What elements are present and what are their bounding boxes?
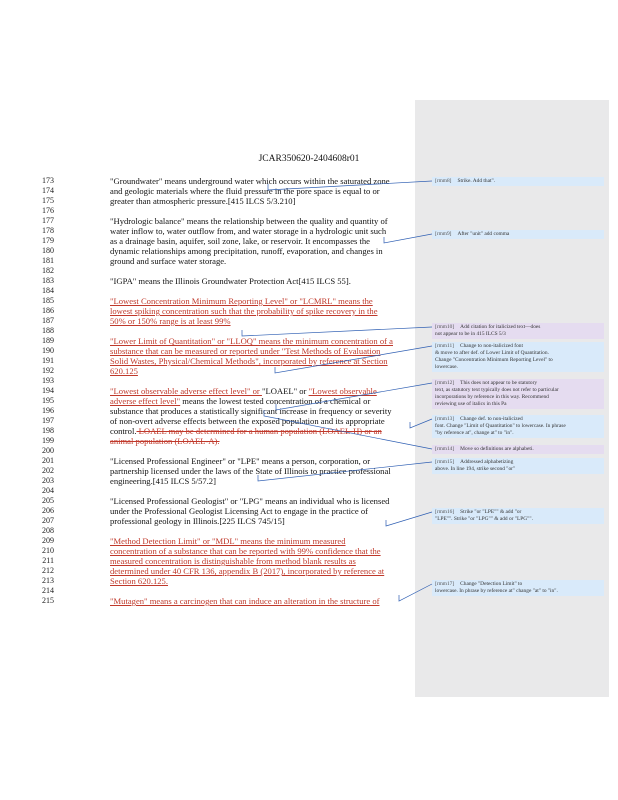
text-run: engineering.[415 ILCS 5/57.2] [110,476,216,486]
comment-box[interactable] [432,445,604,454]
body-line [110,396,370,406]
comment-line [435,357,601,364]
comment-text: Move so definitions are alphabeti. [460,446,534,452]
line-number: 189 [42,336,54,345]
line-number: 173 [42,176,54,185]
inserted-text: 620.125 [110,366,138,376]
line-number: 188 [42,326,54,335]
comment-text: font. Change "Limit of Quantitation" to lowercase. In phrase [435,423,566,429]
comment-line [435,364,601,371]
text-run: under the Professional Geologist Licensing Act to engage in the practice of [110,506,368,516]
text-run: "Licensed Professional Geologist" or "LPG" means an individual who is licensed [110,496,390,506]
body-line [110,466,391,476]
inserted-text: "Lower Limit of Quantitation" or "LLOQ" means the minimum concentration of a [110,336,393,346]
comment-text: text, as statutory text typically does not refer to particular [435,387,559,393]
comment-tag: [rmm12] [435,380,455,386]
comment-line [435,350,601,357]
inserted-text: "Mutagen" means a carcinogen that can induce an alteration in the structure of [110,596,380,606]
body-line [110,216,388,226]
comment-tag: [rmm13] [435,416,455,422]
body-line [110,576,168,586]
text-run: "IGPA" means the Illinois Groundwater Protection Act[415 ILCS 55]. [110,276,351,286]
line-number: 181 [42,256,54,265]
comment-text: reviewing use of italics in this Pa [435,401,507,407]
body-line [110,556,356,566]
body-line [110,496,389,506]
body-line [110,186,380,196]
body-line [110,256,226,266]
comment-text: After "unit" add comma [457,231,510,237]
comment-text: & move to after def. of Lower Limit of Quantitation. [435,350,549,356]
line-number: 211 [42,556,54,565]
text-run: greater than atmospheric pressure.[415 ILCS 5/3.210] [110,196,296,206]
body-line [110,336,393,346]
line-number: 210 [42,546,54,555]
comment-tag: [rmm15] [435,459,455,465]
inserted-text: "Method Detection Limit" or "MDL" means the minimum measured [110,536,346,546]
text-run: "Groundwater" means underground water which occurs within the saturated zone [110,176,390,186]
body-line [110,236,370,246]
body-line [110,456,370,466]
comment-box[interactable] [432,458,604,474]
comment-text: Strike "or "LPE"" & add "or [460,509,522,515]
line-number: 198 [42,426,54,435]
comment-line [435,423,601,430]
text-run: substance that produces a statistically significant increase in frequency or severity [110,406,392,416]
comment-text: above. In line 194, strike second "or" [435,466,516,472]
deleted-text: animal population (LOAEL-A). [110,436,220,446]
line-number: 215 [42,596,54,605]
comment-tag: [rmm17] [435,581,455,587]
comment-line [435,401,601,408]
comment-text: Strike. Add that". [457,178,496,184]
body-line [110,306,378,316]
comment-text: This does not appear to be statutory [460,380,538,386]
text-run: water inflow to, water outflow from, and water storage in a hydrologic unit such [110,226,387,236]
inserted-text: concentration of a substance that can be reported with 99% confidence that the [110,546,381,556]
body-line [110,436,220,446]
line-number: 180 [42,246,54,255]
body-line [110,406,392,416]
comment-line [435,231,601,238]
comment-text: lowercase. [435,364,458,370]
comment-text: lowercase. In phrase by reference at" change "at" to "in". [435,588,558,594]
comment-line [435,331,601,338]
comment-text: Change "Concentration Minimum Reporting Level" to [435,357,553,363]
comment-line [435,466,601,473]
line-number: 193 [42,376,54,385]
comment-line [435,459,601,466]
line-number: 202 [42,466,54,475]
comment-text: "LPE"". Strike "or "LPG"" & add or "LPG"". [435,516,533,522]
line-number: 176 [42,206,54,215]
line-number: 213 [42,576,54,585]
text-run: of non-overt adverse effects between the exposed population and its appropriate [110,416,385,426]
line-number: 175 [42,196,54,205]
line-number: 195 [42,396,54,405]
body-line [110,316,231,326]
line-number: 178 [42,226,54,235]
comment-tag: [rmm11] [435,343,454,349]
line-number: 196 [42,406,54,415]
line-number: 184 [42,286,54,295]
line-number: 212 [42,566,54,575]
comment-line [435,446,601,453]
comment-box[interactable] [432,415,604,438]
line-number: 203 [42,476,54,485]
line-number: 179 [42,236,54,245]
comment-line [435,394,601,401]
line-number: 201 [42,456,54,465]
comment-line [435,416,601,423]
deleted-text: LOAEL may be determined for a human population (LOAEL-H) or an [136,426,382,436]
line-number: 207 [42,516,54,525]
text-run: professional geology in Illinois.[225 ILCS 745/15] [110,516,285,526]
text-run: dynamic relationships among precipitation, runoff, evaporation, and changes in [110,246,383,256]
body-line [110,516,285,526]
body-line [110,426,382,436]
comment-box[interactable] [432,342,604,372]
line-number: 182 [42,266,54,275]
line-number: 186 [42,306,54,315]
line-number: 187 [42,316,54,325]
text-run: and geologic materials where the fluid pressure in the pore space is equal to or [110,186,380,196]
comment-text: incorporations by reference in this way. Recommend [435,394,549,400]
text-run: means the lowest tested concentration of a chemical or [180,396,371,406]
body-line [110,346,380,356]
inserted-text: "Lowest observable adverse effect level" or [110,386,262,396]
comment-line [435,588,601,595]
comment-box[interactable] [432,323,604,339]
comment-tag: [rmm10] [435,324,455,330]
line-number: 174 [42,186,54,195]
line-number: 177 [42,216,54,225]
line-number: 183 [42,276,54,285]
comment-line [435,509,601,516]
body-line [110,246,383,256]
body-line [110,416,385,426]
line-number: 190 [42,346,54,355]
line-number: 214 [42,586,54,595]
comment-tag: [rmm16] [435,509,455,515]
line-number: 199 [42,436,54,445]
comment-tag: [rmm9] [435,231,452,237]
text-run: partnership licensed under the laws of the State of Illinois to practice professional [110,466,391,476]
inserted-text: Section 620.125. [110,576,169,586]
body-line [110,196,295,206]
comment-tag: [rmm14] [435,446,455,452]
comment-text: Add citation for italicized text—does [460,324,541,330]
inserted-text: "Lowest observable [308,386,377,396]
body-line [110,366,138,376]
comment-box[interactable] [432,230,604,239]
inserted-text: adverse effect level" [110,396,181,406]
body-line [110,176,390,186]
line-number: 185 [42,296,54,305]
body-line [110,546,381,556]
comment-tag: [rmm8] [435,178,452,184]
line-number: 204 [42,486,54,495]
inserted-text: substance that can be measured or reported under "Test Methods of Evaluation [110,346,381,356]
comment-text: "by reference at", change at" to "in". [435,430,514,436]
line-number: 208 [42,526,54,535]
text-run: control. [110,426,137,436]
line-number: 194 [42,386,54,395]
comment-text: Addressed alphabetizing [460,459,514,465]
line-number: 206 [42,506,54,515]
text-run: "LOAEL" or [261,386,309,396]
body-line [110,566,384,576]
comment-line [435,324,601,331]
inserted-text: lowest spiking concentration such that the probability of spike recovery in the [110,306,378,316]
comment-text: Change def. to non-italicized [460,416,523,422]
body-line [110,296,373,306]
text-run: as a drainage basin, aquifer, soil zone, lake, or reservoir. It encompasses the [110,236,370,246]
line-number: 197 [42,416,54,425]
body-line [110,276,351,286]
inserted-text: "Lowest Concentration Minimum Reporting Level" or "LCMRL" means the [110,296,373,306]
inserted-text: 50% or 150% range is at least 99% [110,316,231,326]
document-id: JCAR350620-2404608r01 [258,154,360,164]
inserted-text: Solid Wastes, Physical/Chemical Methods", incorporated by reference at Section [110,356,388,366]
line-number: 191 [42,356,54,365]
comment-line [435,387,601,394]
body-line [110,356,388,366]
comment-text: Change "Detection Limit" to [460,581,523,587]
body-line [110,506,368,516]
comment-line [435,516,601,523]
comment-line [435,178,601,185]
comment-text: not appear to be in 415 ILCS 5/3 [435,331,506,337]
document-header [0,154,618,164]
line-number: 205 [42,496,54,505]
comment-line [435,343,601,350]
body-line [110,476,216,486]
text-run: "Hydrologic balance" means the relationship between the quality and quantity of [110,216,388,226]
body-line [110,226,386,236]
line-number: 209 [42,536,54,545]
comment-line [435,430,601,437]
comment-text: Change to non-italicized font [459,343,523,349]
body-line [110,596,380,606]
line-number: 192 [42,366,54,375]
body-line [110,386,377,396]
inserted-text: measured concentration is distinguishable from method blank results as [110,556,356,566]
text-run: ground and surface water storage. [110,256,227,266]
comment-box[interactable] [432,508,604,524]
comment-box[interactable] [432,177,604,186]
body-line [110,536,346,546]
text-run: "Licensed Professional Engineer" or "LPE" means a person, corporation, or [110,456,371,466]
comment-box[interactable] [432,580,604,596]
comment-line [435,581,601,588]
comment-box[interactable] [432,379,604,409]
comment-connector-line [242,327,432,336]
line-number: 200 [42,446,54,455]
inserted-text: determined under 40 CFR 136, appendix B (2017), incorporated by reference at [110,566,385,576]
comment-line [435,380,601,387]
